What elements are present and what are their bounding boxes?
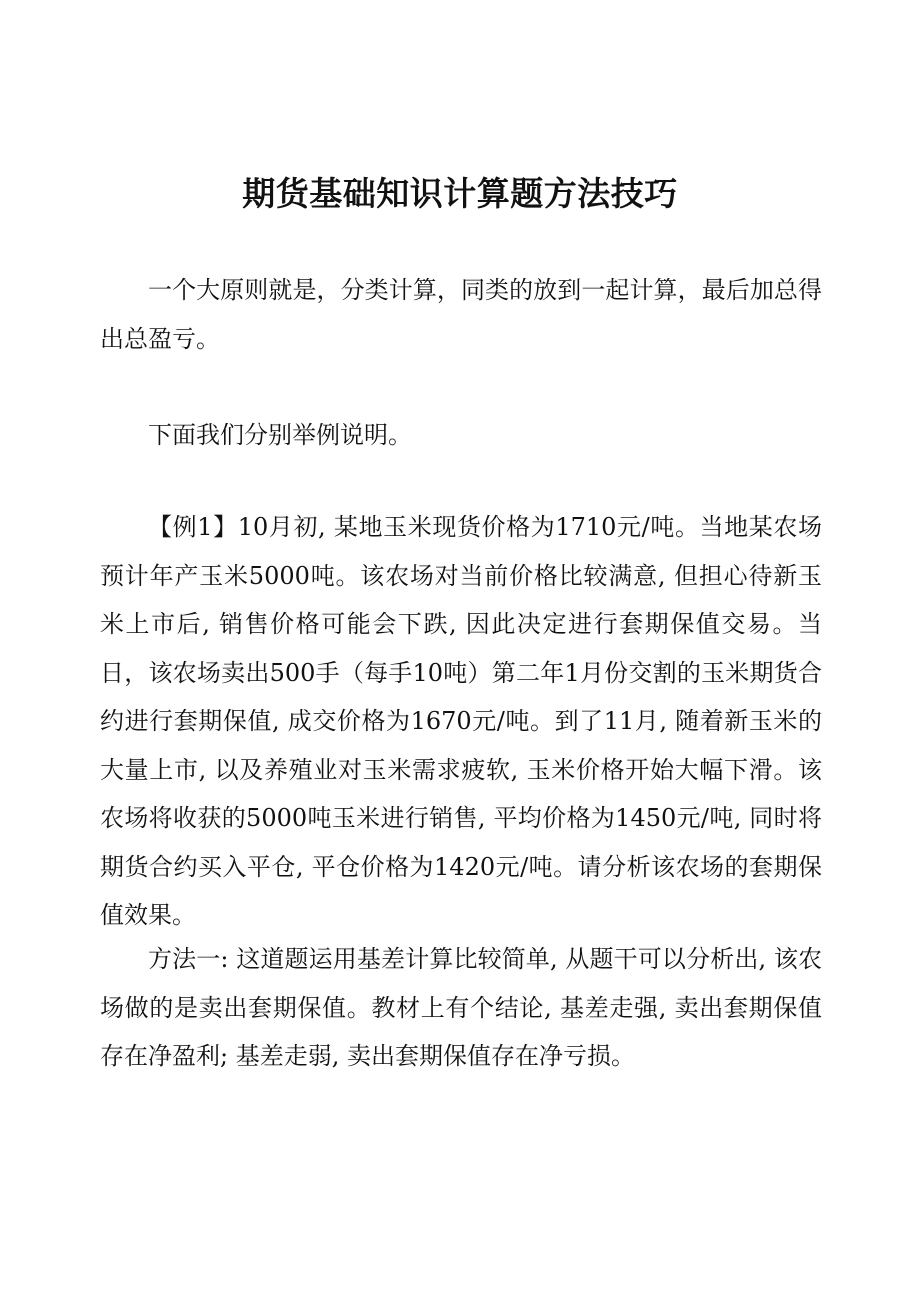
paragraph-principle: 一个大原则就是，分类计算，同类的放到一起计算，最后加总得出总盈亏。 — [100, 276, 822, 353]
page-title: 期货基础知识计算题方法技巧 — [242, 174, 678, 213]
paragraph-method-1: 方法一: 这道题运用基差计算比较简单, 从题干可以分析出, 该农场做的是卖出套期保值。教材上有个结论, 基差走强, 卖出套期保值存在净盈利; 基差走弱, 卖出套期保值存在净亏损。 — [100, 945, 822, 1070]
paragraph-example-1: 【例1】10月初, 某地玉米现货价格为1710元/吨。当地某农场预计年产玉米5000吨。该农场对当前价格比较满意, 但担心待新玉米上市后, 销售价格可能会下跌, 因此决定进行套期保值交易。当日，该农场卖出500手（每手10吨）第二年1月份交割的玉米期货合约进行套期保值, 成交价格为1670元/吨。到了11月, 随着新玉米的大量上市, 以及养殖业对玉米需求疲软, 玉米价格开始大幅下滑。该农场将收获的5000吨玉米进行销售, 平均价格为1450元/吨, 同时将期货合约买入平仓, 平仓价格为1420元/吨。请分析该农场的套期保值效果。 — [100, 513, 822, 929]
paragraph-intro: 下面我们分别举例说明。 — [148, 421, 412, 449]
